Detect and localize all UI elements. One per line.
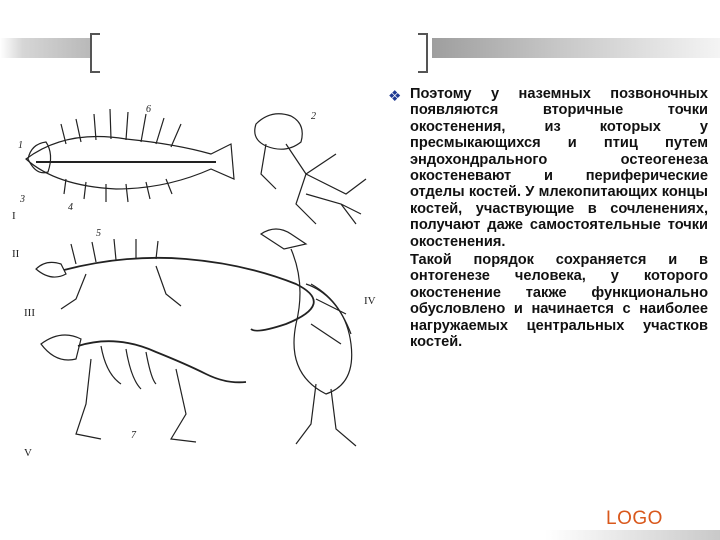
mammal-skeleton [41,335,246,442]
logo-text: LOGO [606,508,663,529]
label-num-4: 4 [68,202,73,213]
label-num-6: 6 [146,104,151,115]
label-num-3: 3 [20,194,25,205]
label-roman-I: I [12,210,16,222]
bird-skeleton [261,229,356,446]
diamond-bullet-icon: ❖ [388,87,402,105]
decor-bar-left [0,38,90,58]
paragraph-2: Такой порядок сохраняется и в онтогенезе человека, у которого окостенение также функционально обусловлено и начинается с наиболее нагружаемых центральных участков костей. [410,252,708,351]
lizard-skeleton [36,239,314,331]
label-roman-II: II [12,248,20,260]
frog-skeleton [255,114,366,224]
label-num-5: 5 [96,228,101,239]
label-num-2: 2 [311,111,316,122]
decor-bracket-right [418,33,428,73]
paragraph-1: Поэтому у наземных позвоночных появляются вторичные точки окостенения, из которых у пресмыкающихся и птиц путем эндохондрального остеогенеза окостеневают и периферические отделы костей. У млекопитающих концы костей, участвующие в сочленениях, получают даже самостоятельные точки окостенения. [410,86,708,250]
skeletons-illustration [6,84,384,468]
text-column [388,86,708,351]
label-num-7: 7 [131,430,136,441]
label-num-1: 1 [18,140,23,151]
fish-skeleton [26,109,234,202]
decor-bracket-left [90,33,100,73]
label-roman-V: V [24,447,32,459]
label-roman-IV: IV [364,295,376,307]
decor-bar-right [432,38,720,58]
logo-bar [545,530,720,540]
bullet-paragraph [388,86,708,250]
label-roman-III: III [24,307,35,319]
